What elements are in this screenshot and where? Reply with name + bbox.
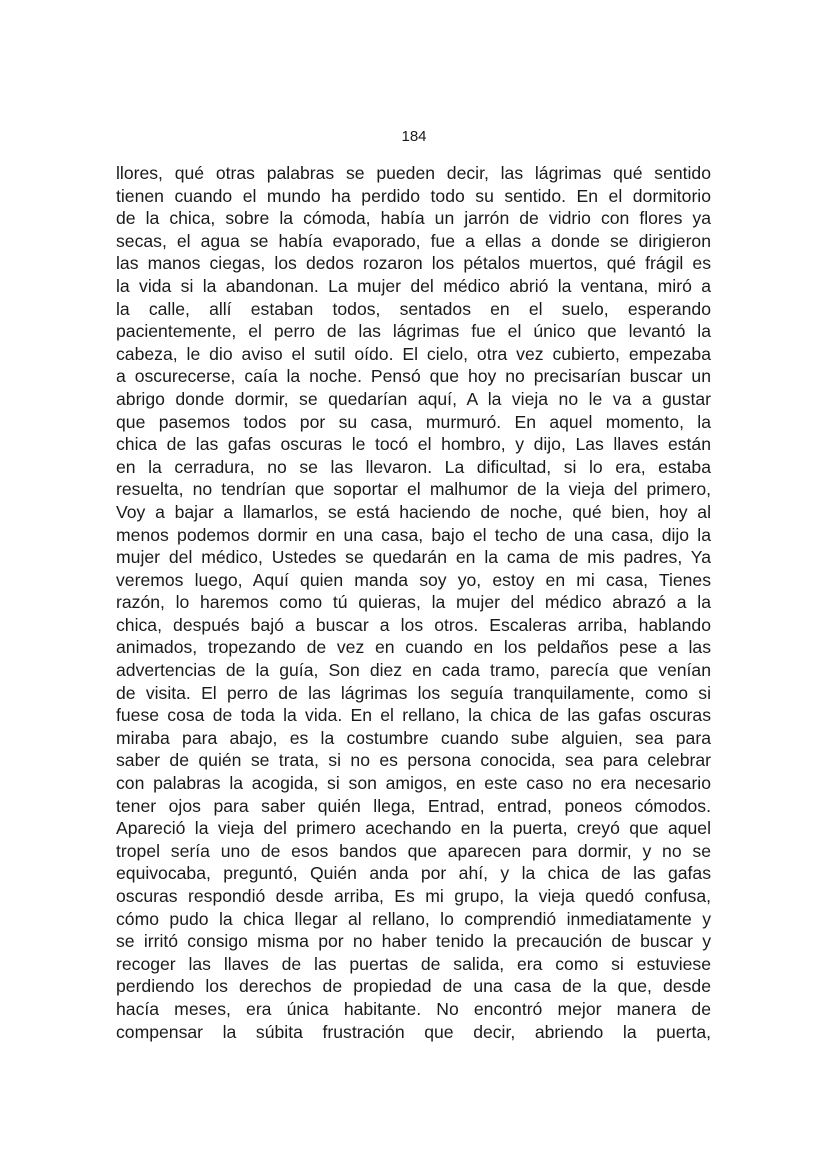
- text-line: Voy a bajar a llamarlos, se está haciendo de noche, qué bien, hoy al: [116, 501, 711, 522]
- text-line: cabeza, le dio aviso el sutil oído. El cielo, otra vez cubierto, empezaba: [116, 343, 711, 364]
- text-line: que pasemos todos por su casa, murmuró. En aquel momento, la: [116, 411, 711, 432]
- body-text: [116, 162, 711, 1043]
- text-line: menos podemos dormir en una casa, bajo el techo de una casa, dijo la: [116, 524, 711, 545]
- text-line: chica, después bajó a buscar a los otros. Escaleras arriba, hablando: [116, 614, 711, 635]
- text-line: a oscurecerse, caía la noche. Pensó que hoy no precisarían buscar un: [116, 366, 711, 387]
- text-line: resuelta, no tendrían que soportar el malhumor de la vieja del primero,: [116, 479, 711, 500]
- text-line: Apareció la vieja del primero acechando en la puerta, creyó que aquel: [116, 818, 711, 839]
- text-line: veremos luego, Aquí quien manda soy yo, estoy en mi casa, Tienes: [116, 569, 711, 590]
- text-line: recoger las llaves de las puertas de salida, era como si estuviese: [116, 953, 711, 974]
- text-line: oscuras respondió desde arriba, Es mi grupo, la vieja quedó confusa,: [116, 886, 711, 906]
- text-line: miraba para abajo, es la costumbre cuando sube alguien, sea para: [116, 727, 711, 748]
- text-line: animados, tropezando de vez en cuando en los peldaños pese a las: [116, 637, 711, 658]
- text-line: perdiendo los derechos de propiedad de una casa de la que, desde: [116, 976, 711, 997]
- text-line: advertencias de la guía, Son diez en cada tramo, parecía que venían: [116, 660, 711, 681]
- text-line: con palabras la acogida, si son amigos, en este caso no era necesario: [116, 773, 711, 794]
- text-line: llores, qué otras palabras se pueden decir, las lágrimas qué sentido: [116, 163, 711, 183]
- text-line: en la cerradura, no se las llevaron. La dificultad, si lo era, estaba: [116, 456, 711, 477]
- text-line: de visita. El perro de las lágrimas los seguía tranquilamente, como si: [116, 682, 711, 703]
- text-line: la calle, allí estaban todos, sentados en el suelo, esperando: [116, 298, 711, 319]
- text-line: compensar la súbita frustración que decir, abriendo la puerta,: [116, 1021, 711, 1042]
- text-line: de la chica, sobre la cómoda, había un jarrón de vidrio con flores ya: [116, 208, 711, 229]
- text-line: la vida si la abandonan. La mujer del médico abrió la ventana, miró a: [116, 275, 711, 296]
- text-line: fuese cosa de toda la vida. En el rellano, la chica de las gafas oscuras: [116, 705, 711, 726]
- text-line: razón, lo haremos como tú quieras, la mujer del médico abrazó a la: [116, 592, 711, 613]
- text-line: secas, el agua se había evaporado, fue a ellas a donde se dirigieron: [116, 230, 711, 251]
- text-line: mujer del médico, Ustedes se quedarán en la cama de mis padres, Ya: [116, 547, 711, 568]
- text-line: equivocaba, preguntó, Quién anda por ahí, y la chica de las gafas: [116, 863, 711, 884]
- text-line: tener ojos para saber quién llega, Entrad, entrad, poneos cómodos.: [116, 795, 711, 816]
- text-line: pacientemente, el perro de las lágrimas fue el único que levantó la: [116, 321, 711, 342]
- text-line: se irritó consigo misma por no haber tenido la precaución de buscar y: [116, 931, 711, 952]
- text-line: saber de quién se trata, si no es persona conocida, sea para celebrar: [116, 750, 711, 771]
- page-number: 184: [401, 128, 427, 145]
- text-line: abrigo donde dormir, se quedarían aquí, A la vieja no le va a gustar: [116, 388, 711, 409]
- text-line: tienen cuando el mundo ha perdido todo su sentido. En el dormitorio: [116, 185, 711, 206]
- text-line: tropel sería uno de esos bandos que aparecen para dormir, y no se: [116, 840, 711, 861]
- text-line: cómo pudo la chica llegar al rellano, lo comprendió inmediatamente y: [116, 908, 711, 929]
- text-line: las manos ciegas, los dedos rozaron los pétalos muertos, qué frágil es: [116, 253, 711, 274]
- text-line: chica de las gafas oscuras le tocó el hombro, y dijo, Las llaves están: [116, 434, 711, 455]
- text-line: hacía meses, era única habitante. No encontró mejor manera de: [116, 998, 711, 1019]
